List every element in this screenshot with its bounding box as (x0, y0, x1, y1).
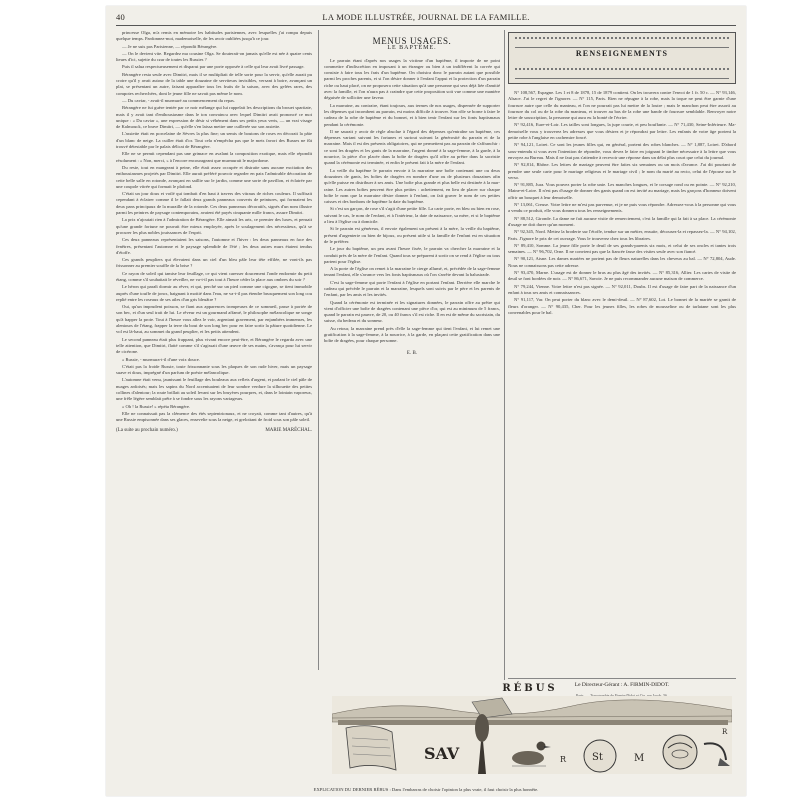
paragraph: « Oh ! la Russie! » répéta Bérangère. (122, 403, 191, 409)
paragraph: N° 94,121, Loiret. Ce sont les jeunes filles qui, en général, portent des robes blanches. — N° 1,887, Loiret. D'abord sous-entendu si vous avez l'intention de répondre, vous devez le faire en joignant le timbre nécessaire à la lettre que vous envoyez au Bureau. Mais il ne faut pas s'attendre à recevoir une réponse dans un délai plus court que celui du journal. (508, 142, 736, 160)
article-paragraphs (324, 58, 500, 345)
director-line: Le Directeur-Gérant : A. FIRMIN-DIDOT. (574, 682, 670, 688)
paragraph: Ces grands peupliers qui élevaient dans un ciel d'un bleu pâle leur tête effilée, ne vont-ils pas frissonner au premier souffle de la brise ? (116, 257, 312, 269)
rebus-scroll-icon (346, 726, 396, 770)
paragraph: Ces deux panneaux représentaient les saisons, l'automne et l'hiver : les deux panneaux en face des fenêtres, présentant l'automne et le paysage splendide de l'été ; les deux autres murs étaient tendus d'étoffe. (116, 237, 312, 255)
paragraph: Si le parrain est généreux, il envoie également un présent à la mère, la veille du baptême, présent d'argenterie ou bien de bijoux, ou présent utile si la famille de l'enfant est en situation de le préférer. (324, 226, 500, 244)
paragraph: La prix n'ajoutait rien à l'admiration de Bérangère. Elle aimait les arts, ce premier des luxes, et pensait qu'une grande fortune ne pouvait être mieux employée, après le soulagement des nécessiteux, qu'à se procurer les plus nobles jouissances de l'esprit. (116, 217, 312, 235)
article-heading: MENUS USAGES. (372, 36, 452, 46)
paragraph: Si c'est un garçon, de rose s'il s'agit d'une petite fille. La carte porte, en bleu ou bien en rose, suivant le cas, le nom de l'enfant, et à l'intérieur, la date de naissance, sa mère, et si le baptême a lieu à l'église ou à domicile. (324, 206, 500, 225)
paragraph: N° 91,885, Jura. Vous pouvez porter la robe unie. Les manches longues, et le corsage rond ou en pointe. — N° 92,210, Maine-et-Loire. Il n'est pas d'usage de donner des gants quand on est invité au mariage, mais les garçons d'honneur doivent offrir un bouquet à leur demoiselle. (508, 182, 736, 200)
right-column-notices (508, 30, 736, 680)
paragraph: Elle ne connaissait pas la clémence des étés septentrionaux, et ne croyait, comme tant d'autres, qu'à une Russie empisonnée dans ses glaces, ensevelie sous la neige, et grelottant de froid sous son pâle soleil. (116, 410, 312, 423)
header-rule (116, 25, 736, 26)
column-divider-left (318, 30, 319, 670)
paragraph: A la porte de l'église on remet à la marraine le cierge allumé, et, précédée de la sage-femme tenant l'enfant, elle s'avance vers les fonts baptismaux où l'on s'arrête devant la balustrade. (324, 266, 500, 278)
paragraph: C'était pas la froide Russie, toute frissonnante sous les plaques de son rude hiver, mais un paysage suave et doux, imprégné d'un parfum de poésie mélancolique. (116, 363, 312, 376)
paragraph: N° 90,121, Aisne. Les dames mariées ne portent pas de fleurs naturelles dans les cheveux au bal. — N° 72,804, Aude. Nous ne connaissons pas cette adresse. (508, 256, 736, 268)
rebus-letters-st: St (592, 752, 603, 763)
article-signature: E. B. (406, 350, 418, 356)
paragraph: — On le devient vite. Regardez ma cousine Olga. Se douterait-on jamais qu'elle est née à quatre cents lieues d'ici, sujette du czar de toutes les Russies ? (116, 50, 312, 63)
paragraph: L'assiette était en porcelaine de Sèvres la plus fine; un semis de boutons de roses en décorait la pâte d'un blanc de neige. La cuiller était d'or. Tout cela n'empêcha pas que le mets favori des Russes ne fût trouvé détestable par le palais délicat de Bérangère. (116, 131, 312, 150)
renseignements-title: RENSEIGNEMENTS (575, 49, 669, 58)
rebus-letter-m: M (634, 753, 645, 764)
paragraph: C'était un jour doux et voilé qui tombait d'en haut à travers des vitraux de riches couleurs. Il suffisait cependant à éclairer comme il le fallait deux grands panneaux couverts de peintures, qui formaient les deux pans principaux de la muraille de la rotonde. Ces deux panneaux décoratifs, signés d'un nom illustre parmi les peintres de paysage contemporains, avaient été payés cinquante mille francs, assure Dimitri. (116, 191, 312, 216)
paragraph: N° 93,470, Marne. L'usage est de donner le bras au plus âgé des invités. — N° 85,316, Allier. Les cartes de visite de deuil se font bordées de noir. — N° 86,671, Savoie. Je ne puis recommander aucune maison de commerce. (508, 270, 736, 282)
rebus-explanation: EXPLICATION DU DERNIER RÉBUS : Dans l'embarras de choisir l'opinion la plus vraie, il faut choisir la plus honnête. (313, 787, 539, 792)
paragraph: N° 108,567, Espagne. Les 1 et 8 de 1878, 15 de 1879 contient. On les trouvera contre l'envoi de 1 fr. 50 c. — N° 93,146, Alsace. J'ai le regret de l'ignorer. — N° 115, Paris. Rien ne répugne à la robe, mais la toque ne peut être garnie d'une fourrure autre que celle du manteau, et l'on ne pourrait pas lui mettre de la loutre ; mais le manchon peut être assorti au fourrure du col ou de la robe du manteau, et trouver au bas de la robe une bande de fourrure semblable. Renvoyer notre lettre de souscription, la personne qui aura eu la bonté de l'écrire. (508, 90, 736, 121)
paragraph: — Du caviar, - avait-il murmuré au commencement du repas. (122, 97, 235, 103)
left-column-story (116, 30, 312, 731)
paragraph: N° 79,244, Vienne. Votre lettre n'est pas signée. — N° 92,011, Doubs. Il est d'usage de faire part de la naissance d'un enfant à tous ses amis et connaissances. (508, 283, 736, 295)
paragraph: N° 92,416, Eure-et-Loir. Les tailles sont longues, la jupe courte, et peu bouffante. — N° 71,430, Seine-Inférieure. Mademoiselle vous y trouverez les adresses que vous désirez et je répondrai par lettre. Les enfants de votre âge portent la petite robe à l'anglaise en cachemire foncé. (508, 122, 736, 141)
middle-column-article (324, 30, 500, 672)
banner-ornament-bottom (515, 68, 729, 79)
rebus-coin-icon (584, 740, 616, 772)
rebus-panel (324, 683, 736, 783)
rebus-title: RÉBUS (502, 683, 558, 694)
renseignements-banner (508, 32, 736, 84)
column-divider-right (504, 30, 505, 680)
paragraph: Le second panneau était plus frappant, plus vivant encore peut-être, et Bérangère le regarda avec une telle attention, que Dimitri, flatté comme s'il s'agissait d'une œuvre de ses mains, s'avança pour lui servir de cicérone. (116, 336, 312, 355)
paragraph: N° 92,814, Rhône. Les lettres de mariage peuvent être faites six semaines ou un mois d'avance. J'ai dit pourtant de prendre une seule carte pour le mariage religieux et le mariage civil ; le nom du marié au recto, celui de l'épouse sur le verso. (508, 162, 736, 180)
paragraph: princesse Olga, m'a remis en mémoire les habitudes parisiennes, avec lesquelles j'ai rompu depuis quelque temps. Pardonnez-moi, mademoiselle, de les avoir oubliées jusqu'à ce jour. (116, 30, 312, 42)
paragraph: La marraine, au contraire, étant toujours, aux termes de nos usages, dispensée de supporter les dépenses qui incombent au parrain, est moins difficile à trouver. Son rôle se borne à faire le cadeau de la robe de baptême et du bonnet, et à bien tenir l'enfant sur les fonts baptismaux pendant la cérémonie. (324, 102, 500, 127)
rebus-face-icon (663, 735, 697, 769)
paragraph: — Je ne suis pas Parisienne, — répondit Bérangère. (122, 43, 218, 49)
paragraph: Le héron qui paraît dormir au rêver, et qui, perché sur un pied comme une cigogne, se tient immobile auprès d'une touffe de joncs, baignant à moitié dans l'eau, ne va-t-il pas étendre brusquement son long cou replié entre les roseaux de ses ailes d'un gris bleuâtre ? (116, 284, 312, 302)
paragraph: « Russie, - murmura-t-il d'une voix douce. (122, 356, 200, 362)
paragraph: Ce rayon de soleil qui tamise leur feuillage, ce qui vient caresser doucement l'onde endormie du petit étang, comme s'il souhaitait le réveiller, ne va-t-il pas tout à l'heure céder la place aux ombres du soir ? (116, 270, 312, 282)
director-rule (508, 678, 736, 679)
running-header (116, 12, 736, 26)
paragraph: L'automne était venu, jaunissant le feuillage des bouleaux aux reflets d'argent, et parlant le ciel pâle de nuages ardoisés; mais les sapins du Nord accentuaient de leur sombre verdure la silhouette des petites collines d'alentour; la route brillait au soleil levant sur les bruyères pourpres, et, dans le lointain vaporeux, une frêle légère semblait prête à se fondre sous les rayons variageurs. (116, 377, 312, 402)
journal-title: LA MODE ILLUSTRÉE, JOURNAL DE LA FAMILLE. (322, 12, 530, 22)
page-number: 40 (116, 12, 126, 22)
paragraph: Bérangère resta seule avec Dimitri, mais il se multipliait de telle sorte pour la servir, qu'elle aurait pu croire qu'il y avait autour de la table une douzaine de serviteurs invisibles, versant à boire, avançant un plat, se présentant un autre, faisant apparaître tous les fruits de la saison, avec des gelées rares, des compotes recherchées, dont le jeune fille ne savait pas même le nom. (116, 71, 312, 96)
paragraph: Bérangère ne fut guère tentée par ce noir mélange qui lui rappelait les descriptions du brouet spartiate, mais il y avait tant d'enthousiasme dans le ton convaincu avec lequel Dimitri avait prononcé ce mot unique : « Du caviar », une expression de désir si véhément dans ses petits yeux verts, — un vrai visage de Kalmouck, ce brave Dimitri, — qu'elle s'en laissa mettre une cuillerée sur son assiette. (116, 105, 312, 130)
newspaper-page (106, 6, 746, 796)
paragraph: N° 91,117, Var. On peut porter du blanc avec le demi-deuil. — N° 87,602, Lot. Le bonnet de la mariée se garnit de fleurs d'oranger. — N° 90,435, Cher. Pour les jeunes filles, les robes de mousseline ou de tarlatane sont les plus convenables pour le bal. (508, 297, 736, 315)
rebus-letters-sav: SAV (424, 744, 460, 763)
rebus-letter-r: R (560, 755, 567, 764)
continued-note: (La suite au prochain numéro.) (116, 427, 178, 433)
story-paragraphs (116, 30, 312, 424)
article-subheading: LE BAPTÊME. (387, 45, 437, 52)
paragraph: N° 13,061, Creuse. Votre lettre ne m'est pas parvenue, et je ne puis vous répondre. Adressez-vous à la personne qui vous a vendu ce produit, elle vous donnera tous les renseignements. (508, 202, 736, 214)
paragraph: N° 88,512, Gironde. La dame ne fait aucune visite de remerciement, c'est la famille qui la fait à sa place. La cérémonie d'usage ne doit durer qu'un moment. (508, 215, 736, 227)
paragraph: C'est la sage-femme qui porte l'enfant à l'église en portant l'enfant. Derrière elle marche le cadeau qui précède le parrain et la marraine, lesquels sont suivis par le père et les parents de l'enfant, par les amis et les invités. (324, 279, 500, 298)
paragraph: Il ne saurait y avoir de règle absolue à l'égard des dépenses qu'entraîne un baptême, ces dépenses variant suivant les fortunes et surtout suivant la générosité du parrain et de la marraine. Mais il est des présents obligatoires, qui ne permettent pas au parrain de s'affranchir : ce sont les dragées et les gants de la marraine, l'argent donné à la sage-femme, à la garde, à la nourrice, la pièce d'or placée dans la boîte de dragées qu'il offre au prêtre dans la sacristie quand la cérémonie est terminée, et enfin le présent fait à la mère de l'enfant. (324, 128, 500, 166)
paragraph: N° 92,345, Nord. Mettez la broderie sur l'étoffe, tendue sur un métier, ensuite, décousez-la et repassez-la. — N° 94,102, Paris. J'ignore le prix de cet ouvrage. Vous le trouverez chez tous les libraires. (508, 229, 736, 241)
paragraph: Au retour, la marraine prend près d'elle la sage-femme qui tient l'enfant, et lui remet une gratification à la sage-femme, à la nourrice, à la garde, en plaçant cette gratification dans une boîte de dragées, pour chaque personne. (324, 325, 500, 344)
rebus-letter-r-2: R (722, 728, 728, 736)
paragraph: Oui, qu'un imprudent poisson, se fiant aux apparences trompeuses de ce sommeil, passe à portée de son bec, et d'un seul trait de lui. Le rêveur est un gourmand affamé, le philosophe mélancolique ne songe qu'à happer la proie. Tout à l'heure vous allez le voir, argentant gravement, par enjambées immenses, les alentours de l'étang, frapper la terre du bout de son long bec pour en faire sortir la pâture quotidienne. Le vol est là-haut, au sommet du grand peuplier, et les petits attendent. (116, 304, 312, 335)
banner-ornament-top (515, 37, 729, 48)
paragraph: Quand la cérémonie est terminée et les signatures données, le parrain offre au prêtre qui vient d'officier une boîte de dragées contenant une pièce d'or, qui est au minimum de 5 francs, quand le parrain est pauvre, de 20, ou 40 francs s'il est riche. Il en est de même du sacristain, du suisse, du bedeau et du sonneur. (324, 299, 500, 324)
notice-paragraphs (508, 90, 736, 316)
rebus-illustration (332, 696, 732, 774)
paragraph: Le jour du baptême, un peu avant l'heure fixée, le parrain va chercher la marraine et la conduit près de la mère de l'enfant. Quand tous se préparent à sortir on se rend à l'église ou tous partent pour l'église. (324, 246, 500, 264)
paragraph: La veille du baptême le parrain envoie à la marraine une boîte contenant une ou deux douzaines de gants, les boîtes de dragées en nombre d'une ou de plusieurs douzaines afin qu'elle puisse en distribuer à ses amis. Une boîte plus grande et plus belle est destinée à la marraine. Les autres boîtes peuvent être plus petites : achettement, en lieu de placer sur chaque boîte le nom que la marraine désire donner à l'enfant, on fait graver le nom de ces petites caisses et des bonbons de baptême la date du baptême. (324, 167, 500, 205)
story-author: MARIE MARÉCHAL. (265, 427, 312, 433)
paragraph: Le parrain étant d'après nos usages la victime d'un baptême, il importe de ne point commettre d'indiscrétion en imposant à un étranger ou bien à un indifférent la corvée qui consiste à faire tous les frais d'un baptême. On choisira donc le parrain autant que possible parmi les proches parents, et si l'on désire donner à l'enfant l'appui et la protection d'un parrain riche ou haut placé, on ne proposera cette situation qu'à une personne qui sera déjà liée d'amitié avec la famille, et l'on n'aura pas à craindre que cette proposition soit vue comme une manière déguisée de solliciter une faveur. (324, 57, 500, 101)
paragraph: Puis il salua respectueusement et disparut par une porte opposée à celle qui leur avait livré passage. (122, 64, 305, 70)
paragraph: N° 89,410, Somme. La jeune fille porte le deuil de ses grands-parents six mois, et celui de ses oncles et tantes trois semaines. — N° 96,702, Orne. Il ne convient pas que la fiancée fasse des visites seule avec son fiancé. (508, 242, 736, 255)
paragraph: Elle ne se permit cependant pas une grimace en avalant la composition exotique, mais elle répondit résolument : « Non, merci, » à l'encore encourageant que murmurait le majordome. (116, 151, 312, 163)
paragraph: Du reste, tout en mangeant à peine, elle était assez occupée et distraite sans aucune excitation des enthousiasmes projetés par Dimitri. Elle aurait préféré pouvoir regarder en paix l'admirable décoration de cette belle salle en rotonde, avançant en saillie sur le jardin, comme une sorte de pavillon, et éclairée par une coupole vitrée qui formait le plafond. (116, 164, 312, 189)
